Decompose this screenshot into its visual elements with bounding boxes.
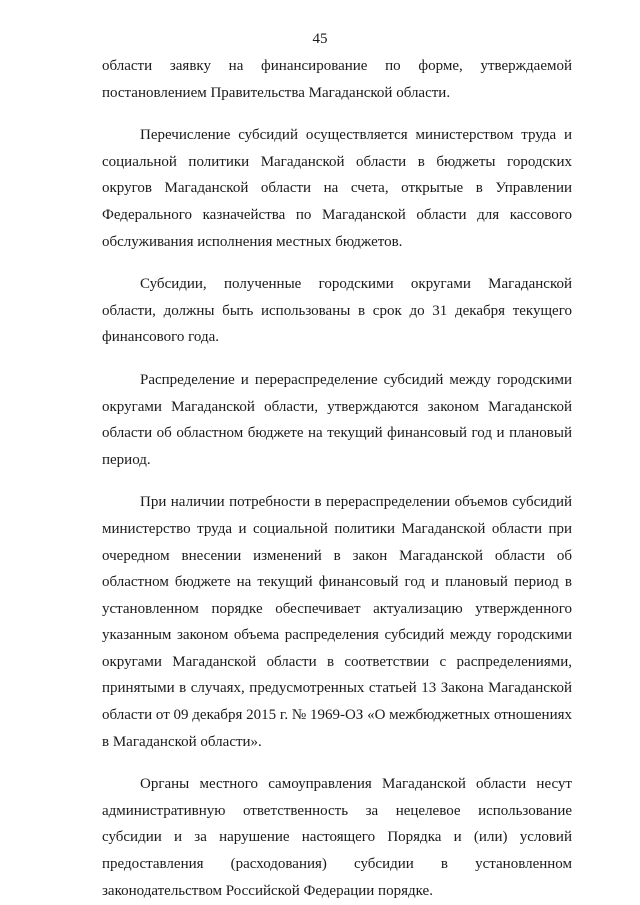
paragraph-subsidy-deadline: Субсидии, полученные городскими округами Магаданской области, должны быть использованы в срок до 31 декабря текущего финансового года. [102,276,572,346]
paragraph-spacer [102,755,572,771]
paragraph-spacer [102,106,572,122]
paragraph-redistribution: При наличии потребности в перераспределении объемов субсидий министерство труда и социальной политики Магаданской области при очередном внесении изменений в закон Магаданской области об областном бюджете на текущий финансовый год и плановый период в установленном порядке обеспечивает актуализацию утвержденного указанным законом объема распределения субсидий между городскими округами Магаданской области в соответствии с распределениями, принятыми в случаях, предусмотренных статьей 13 Закона Магаданской области от 09 декабря 2015 г. № 1969-ОЗ «О межбюджетных отношениях в Магаданской области». [102,494,572,750]
paragraph-spacer [102,255,572,271]
paragraph-subsidy-transfer: Перечисление субсидий осуществляется министерством труда и социальной политики Магаданской области в бюджеты городских округов Магаданской области на счета, открытые в Управлении Федерального казначейства по Магаданской области для кассового обслуживания исполнения местных бюджетов. [102,127,572,250]
paragraph-distribution: Распределение и перераспределение субсидий между городскими округами Магаданской области, утверждаются законом Магаданской области об областном бюджете на текущий финансовый год и плановый период. [102,371,572,468]
document-body [102,53,572,904]
paragraph-continuation: области заявку на финансирование по форме, утверждаемой постановлением Правительства Магаданской области. [102,58,572,101]
paragraph-spacer [102,473,572,489]
paragraph-responsibility: Органы местного самоуправления Магаданской области несут административную ответственность за нецелевое использование субсидии и за нарушение настоящего Порядка и (или) условий предоставления (расходования) субсидии в установленном законодательством Российской Федерации порядке. [102,776,572,899]
page-number: 45 [312,31,328,47]
paragraph-spacer [102,351,572,367]
